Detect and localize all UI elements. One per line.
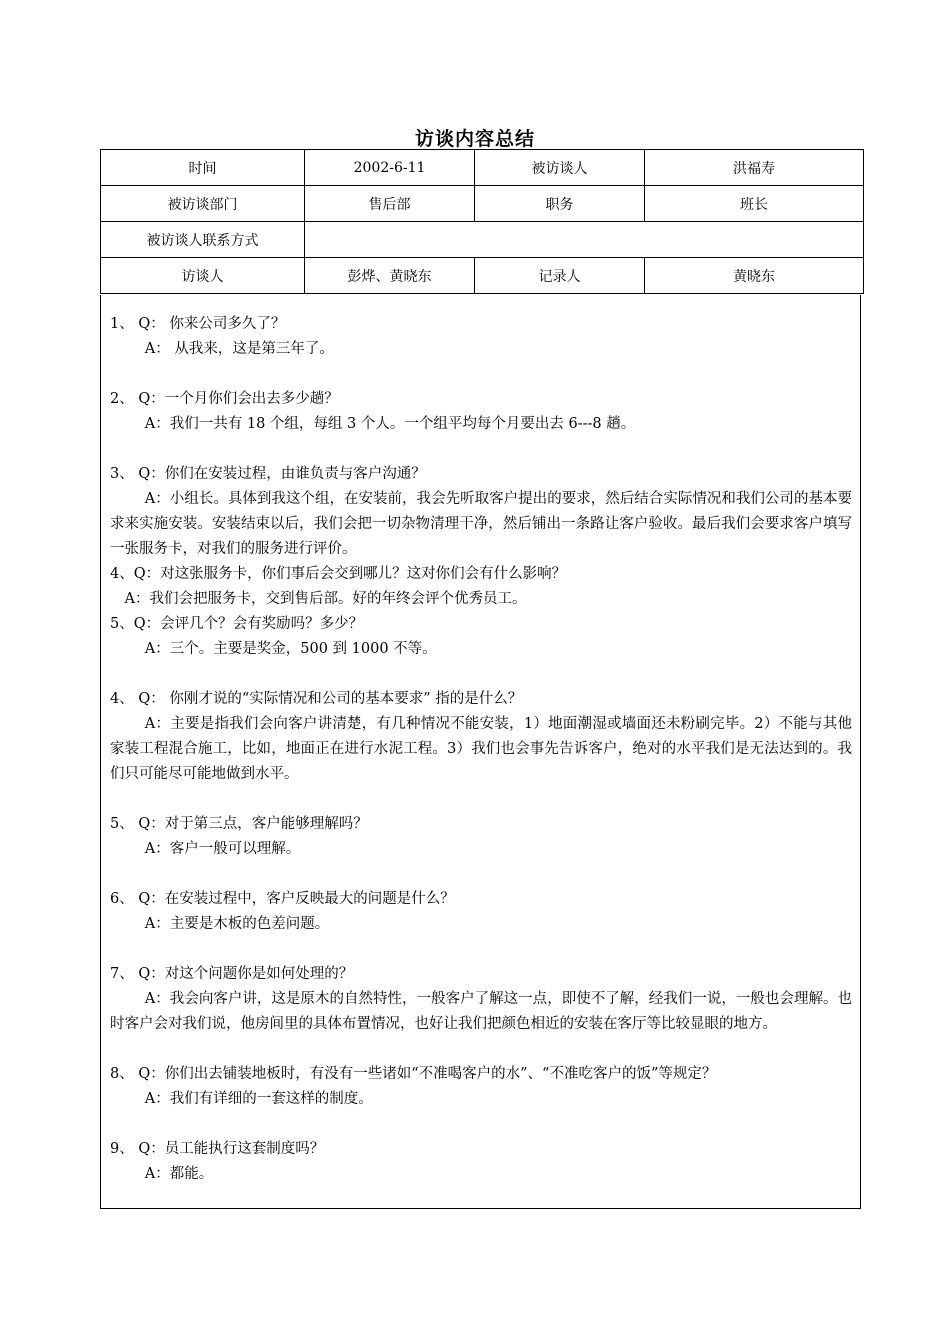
answer: A：都能。 — [144, 1166, 214, 1182]
position-value: 班长 — [645, 186, 864, 222]
table-row — [101, 150, 864, 186]
question: 6、 Q：在安装过程中，客户反映最大的问题是什么？ — [110, 891, 455, 907]
answer: A：我们一共有 18 个组，每组 3 个人。一个组平均每个月要出去 6---8 趟。 — [144, 416, 636, 432]
interview-content — [100, 295, 861, 1209]
time-label: 时间 — [101, 150, 305, 186]
table-row — [101, 186, 864, 222]
interviewer-value: 彭烨、黄晓东 — [305, 258, 475, 294]
table-row — [101, 222, 864, 258]
question: 9、 Q：员工能执行这套制度吗？ — [110, 1141, 325, 1157]
question: 7、 Q：对这个问题你是如何处理的？ — [110, 966, 354, 982]
dept-value: 售后部 — [305, 186, 475, 222]
question: 2、 Q：一个月你们会出去多少趟？ — [110, 391, 339, 407]
question: 4、Q：对这张服务卡，你们事后会交到哪儿？这对你们会有什么影响？ — [110, 566, 567, 582]
interviewee-label: 被访谈人 — [475, 150, 645, 186]
answer: A：主要是指我们会向客户讲清楚，有几种情况不能安装，1）地面潮湿或墙面还未粉刷完毕。2）不能与其他家装工程混合施工，比如，地面正在进行水泥工程。3）我们也会事先告诉客户，绝对的水平我们是无法达到的。我们只可能尽可能地做到水平。 — [110, 716, 852, 782]
answer: A：我会向客户讲，这是原木的自然特性，一般客户了解这一点，即使不了解，经我们一说，一般也会理解。也时客户会对我们说，他房间里的具体布置情况，也好让我们把颜色相近的安装在客厅等比较显眼的地方。 — [110, 991, 852, 1032]
question: 4、 Q： 你刚才说的“实际情况和公司的基本要求” 指的是什么？ — [110, 691, 523, 707]
question: 5、 Q：对于第三点，客户能够理解吗？ — [110, 816, 368, 832]
question: 8、 Q：你们出去铺装地板时，有没有一些诸如“不准喝客户的水”、“不准吃客户的饭”等规定？ — [110, 1066, 717, 1082]
recorder-value: 黄晓东 — [645, 258, 864, 294]
contact-label: 被访谈人联系方式 — [101, 222, 305, 258]
answer: A：三个。主要是奖金，500 到 1000 不等。 — [144, 641, 437, 657]
interview-info-table — [100, 149, 864, 294]
answer: A：小组长。具体到我这个组，在安装前，我会先听取客户提出的要求，然后结合实际情况和我们公司的基本要求来实施安装。安装结束以后，我们会把一切杂物清理干净，然后铺出一条路让客户验收。最后我们会要求客户填写一张服务卡，对我们的服务进行评价。 — [110, 491, 852, 557]
contact-value — [305, 222, 864, 258]
question: 3、 Q：你们在安装过程，由谁负责与客户沟通？ — [110, 466, 426, 482]
answer: A：我们会把服务卡，交到售后部。好的年终会评个优秀员工。 — [124, 591, 527, 607]
dept-label: 被访谈部门 — [101, 186, 305, 222]
question: 5、Q：会评几个？会有奖励吗？多少？ — [110, 616, 364, 632]
answer: A：客户一般可以理解。 — [144, 841, 301, 857]
answer: A：主要是木板的色差问题。 — [144, 916, 330, 932]
interviewee-value: 洪福寿 — [645, 150, 864, 186]
answer: A：我们有详细的一套这样的制度。 — [144, 1091, 373, 1107]
recorder-label: 记录人 — [475, 258, 645, 294]
interviewer-label: 访谈人 — [101, 258, 305, 294]
position-label: 职务 — [475, 186, 645, 222]
answer: A： 从我来，这是第三年了。 — [144, 341, 334, 357]
table-row — [101, 258, 864, 294]
question: 1、 Q： 你来公司多久了？ — [110, 316, 286, 332]
document-title: 访谈内容总结 — [414, 128, 535, 150]
time-value: 2002-6-11 — [305, 150, 475, 186]
